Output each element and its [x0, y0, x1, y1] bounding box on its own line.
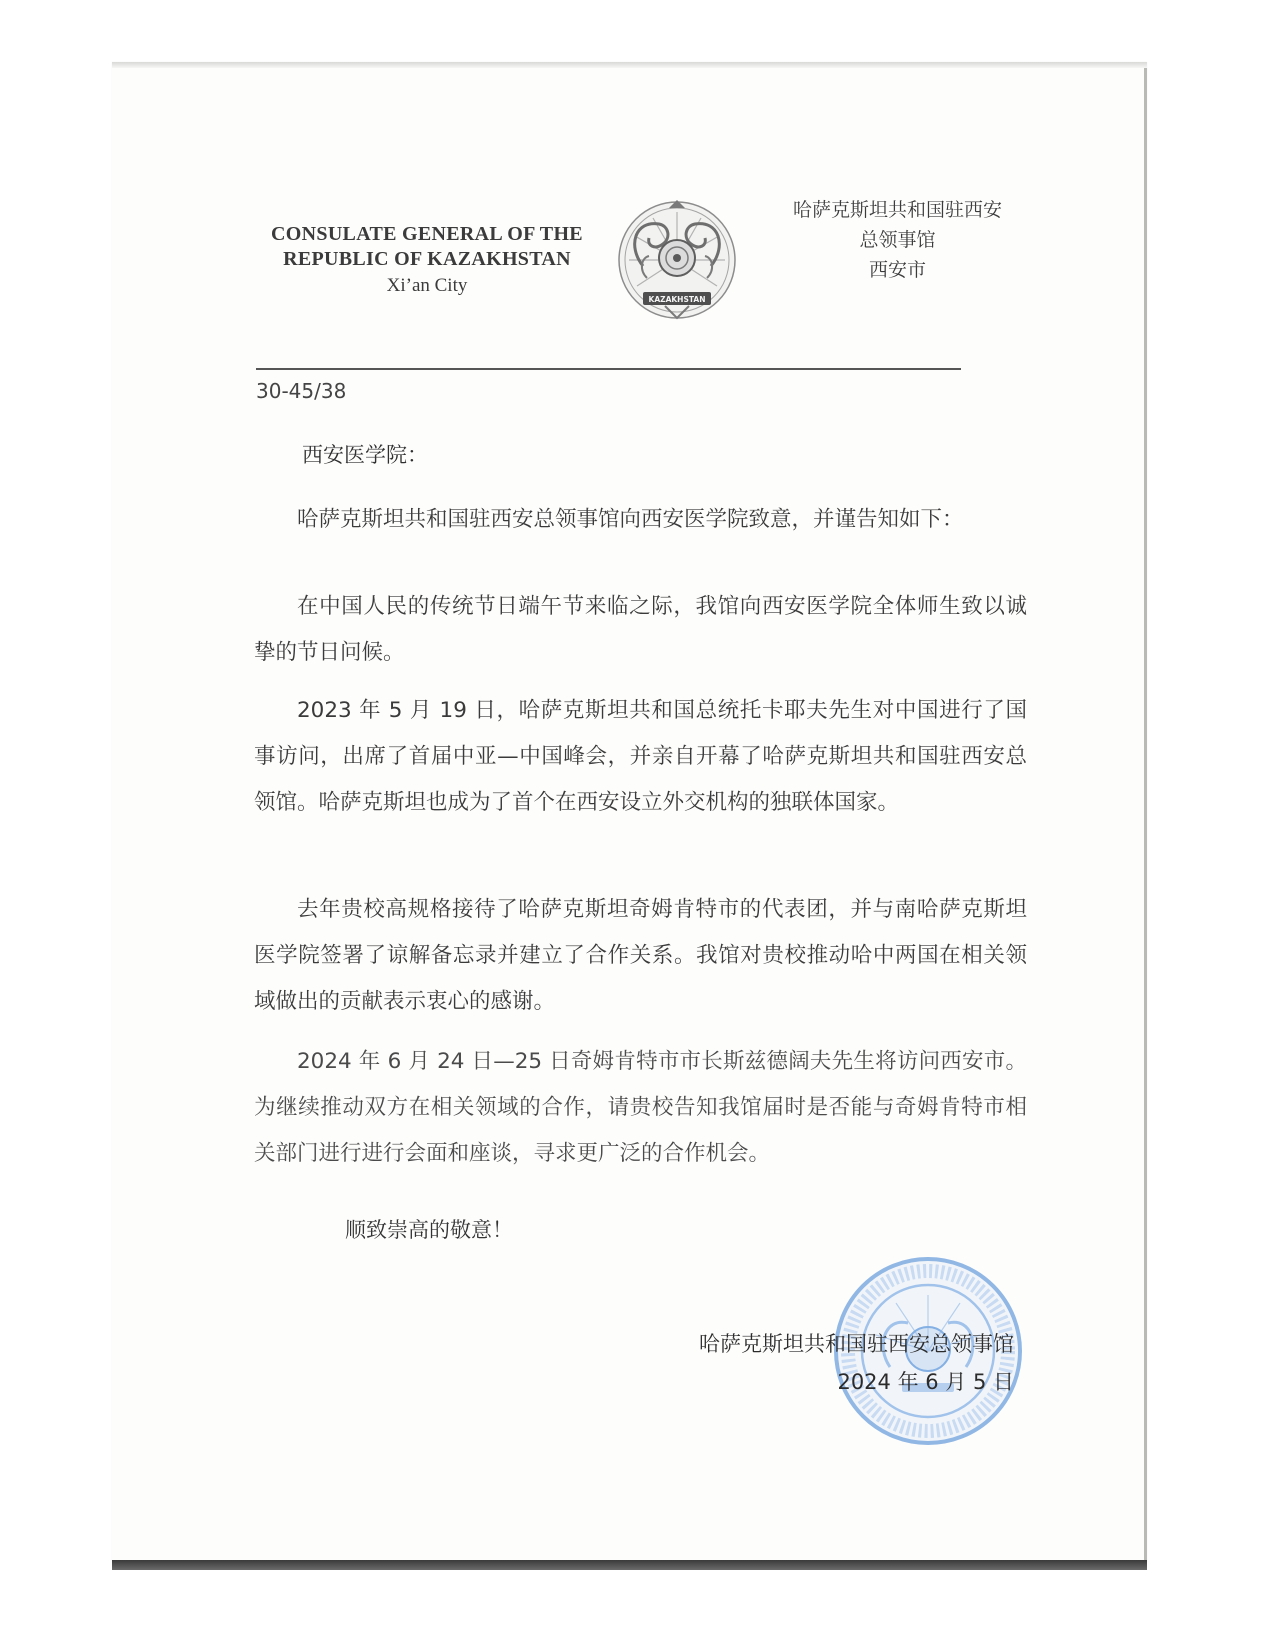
closing-phrase: 顺致崇高的敬意！	[345, 1218, 513, 1242]
kazakhstan-emblem-icon	[613, 198, 741, 326]
letterhead-en-name-line1: CONSULATE GENERAL OF THE	[271, 223, 583, 245]
paragraph-2: 在中国人民的传统节日端午节来临之际，我馆向西安医学院全体师生致以诚挚的节日问候。	[254, 594, 1027, 665]
emblem-label: KAZAKHSTAN	[648, 295, 706, 304]
paragraph-3: 2023 年 5 月 19 日，哈萨克斯坦共和国总统托卡耶夫先生对中国进行了国事访问，出席了首届中亚—中国峰会，并亲自开幕了哈萨克斯坦共和国驻西安总领馆。哈萨克斯坦也成为了首个在西安设立外交机构的独联体国家。	[254, 698, 1027, 815]
paper-bottom-edge	[112, 1560, 1147, 1570]
paragraph-4: 去年贵校高规格接待了哈萨克斯坦奇姆肯特市的代表团，并与南哈萨克斯坦医学院签署了谅解备忘录并建立了合作关系。我馆对贵校推动哈中两国在相关领域做出的贡献表示衷心的感谢。	[254, 897, 1027, 1014]
letterhead-en-city: Xi’an City	[386, 275, 468, 296]
letterhead-en-name-line2: REPUBLIC OF KAZAKHSTAN	[283, 248, 571, 270]
paper-top-edge	[112, 62, 1147, 68]
letterhead-cn-name-line2: 总领事馆	[859, 229, 936, 251]
signature-date: 2024 年 6 月 5 日	[837, 1370, 1014, 1394]
paragraph-1: 哈萨克斯坦共和国驻西安总领事馆向西安医学院致意，并谨告知如下：	[297, 507, 964, 532]
letterhead-cn-city: 西安市	[868, 259, 926, 281]
salutation: 西安医学院：	[302, 443, 428, 467]
letterhead-divider	[256, 368, 961, 370]
letterhead-cn-name-line1: 哈萨克斯坦共和国驻西安	[792, 199, 1002, 221]
letterhead-chinese	[770, 195, 1025, 285]
paragraph-5: 2024 年 6 月 24 日—25 日奇姆肯特市市长斯兹德阔夫先生将访问西安市。为继续推动双方在相关领域的合作，请贵校告知我馆届时是否能与奇姆肯特市相关部门进行进行会面和座谈，寻求更广泛的合作机会。	[254, 1049, 1027, 1166]
letterhead-english	[262, 222, 592, 299]
signature-sender: 哈萨克斯坦共和国驻西安总领事馆	[699, 1332, 1014, 1356]
signature-block	[600, 1325, 1014, 1401]
reference-number: 30-45/38	[256, 379, 347, 403]
